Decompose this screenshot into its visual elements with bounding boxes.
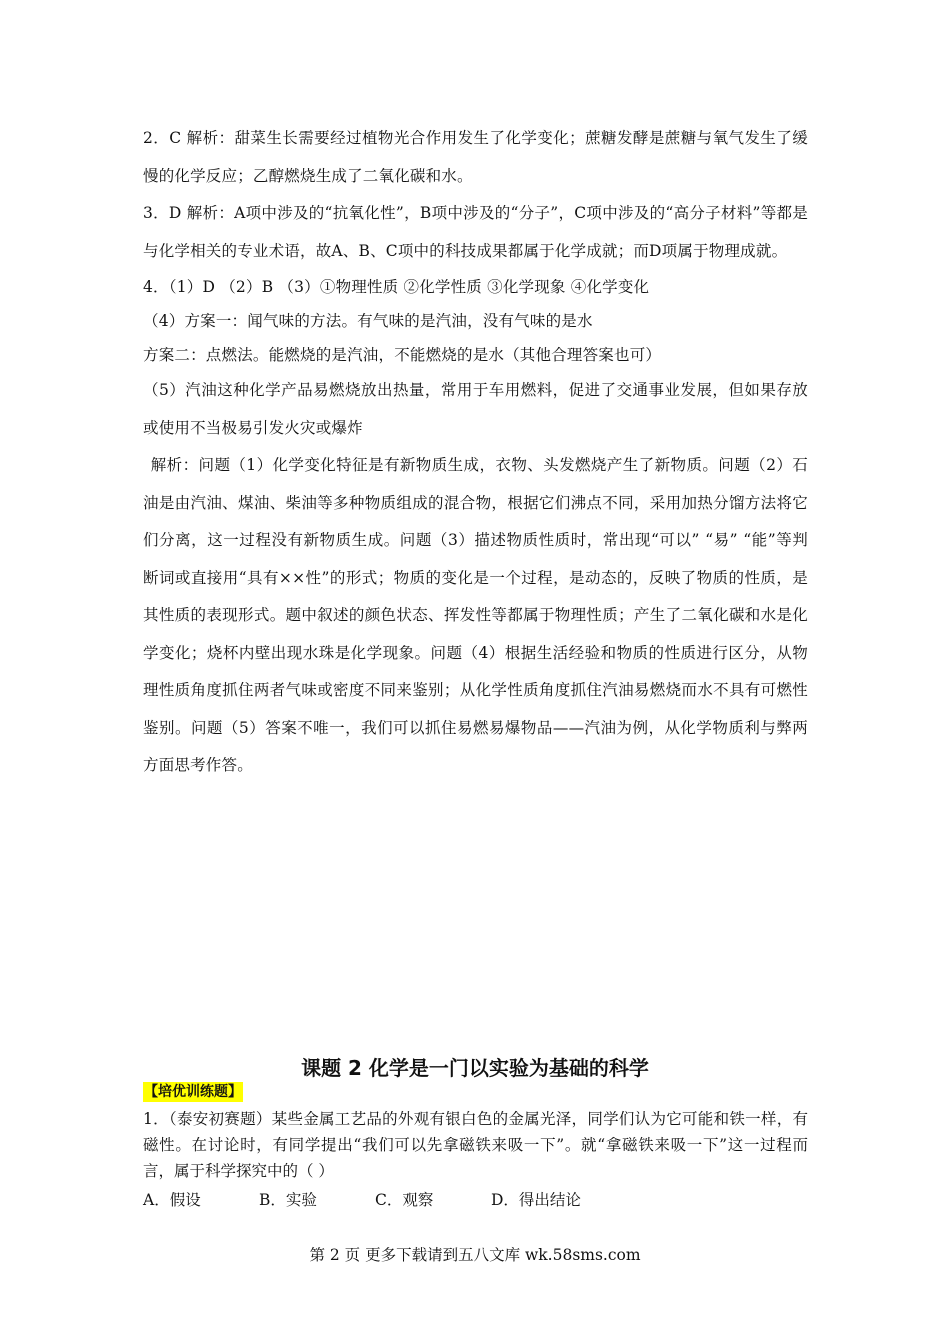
option-a: A．假设 [143,1191,201,1209]
page-footer: 第 2 页 更多下载请到五八文库 wk.58sms.com [309,1246,641,1264]
answer-item-4-line-4: （5）汽油这种化学产品易燃烧放出热量，常用于车用燃料，促进了交通事业发展，但如果存放或使用不当极易引发火灾或爆炸 [143,381,808,437]
answer-item-4-line-2: （4）方案一：闻气味的方法。有气味的是汽油，没有气味的是水 [143,312,593,330]
answer-item-2: 2．C 解析：甜菜生长需要经过植物光合作用发生了化学变化；蔗糖发酵是蔗糖与氧气发生了缓慢的化学反应；乙醇燃烧生成了二氧化碳和水。 [143,129,808,185]
question-1-options [143,1187,808,1213]
answer-analysis-section [143,120,808,785]
exercise-section [143,1082,808,1213]
option-b: B．实验 [259,1191,317,1209]
answer-item-3: 3．D 解析：A项中涉及的“抗氧化性”，B项中涉及的“分子”，C项中涉及的“高分子材料”等都是与化学相关的专业术语，故A、B、C项中的科技成果都属于化学成就；而D项属于物理成就。 [143,204,808,260]
answer-item-4-line-1: 4．（1）D （2）B （3）①物理性质 ②化学性质 ③化学现象 ④化学变化 [143,278,650,296]
section-title: 课题 2 化学是一门以实验为基础的科学 [301,1056,649,1080]
option-c: C．观察 [375,1191,434,1209]
answer-item-4-line-3: 方案二：点燃法。能燃烧的是汽油，不能燃烧的是水（其他合理答案也可） [143,346,662,364]
question-1: 1．（泰安初赛题）某些金属工艺品的外观有银白色的金属光泽，同学们认为它可能和铁一样，有磁性。在讨论时，有同学提出“我们可以先拿磁铁来吸一下”。就“拿磁铁来吸一下”这一过程而言，属于科学探究中的（ ） [143,1110,808,1180]
answer-item-4-analysis: 解析：问题（1）化学变化特征是有新物质生成，衣物、头发燃烧产生了新物质。问题（2）石油是由汽油、煤油、柴油等多种物质组成的混合物，根据它们沸点不同，采用加热分馏方法将它们分离，这一过程没有新物质生成。问题（3）描述物质性质时，常出现“可以” “易” “能”等判断词或直接用“具有××性”的形式；物质的变化是一个过程，是动态的，反映了物质的性质，是其性质的表现形式。题中叙述的颜色状态、挥发性等都属于物理性质；产生了二氧化碳和水是化学变化；烧杯内壁出现水珠是化学现象。问题（4）根据生活经验和物质的性质进行区分，从物理性质角度抓住两者气味或密度不同来鉴别；从化学性质角度抓住汽油易燃烧而水不具有可燃性鉴别。问题（5）答案不唯一，我们可以抓住易燃易爆物品——汽油为例，从化学物质利与弊两方面思考作答。 [143,456,808,774]
option-d: D．得出结论 [491,1191,581,1209]
training-badge: 【培优训练题】 [144,1084,242,1100]
